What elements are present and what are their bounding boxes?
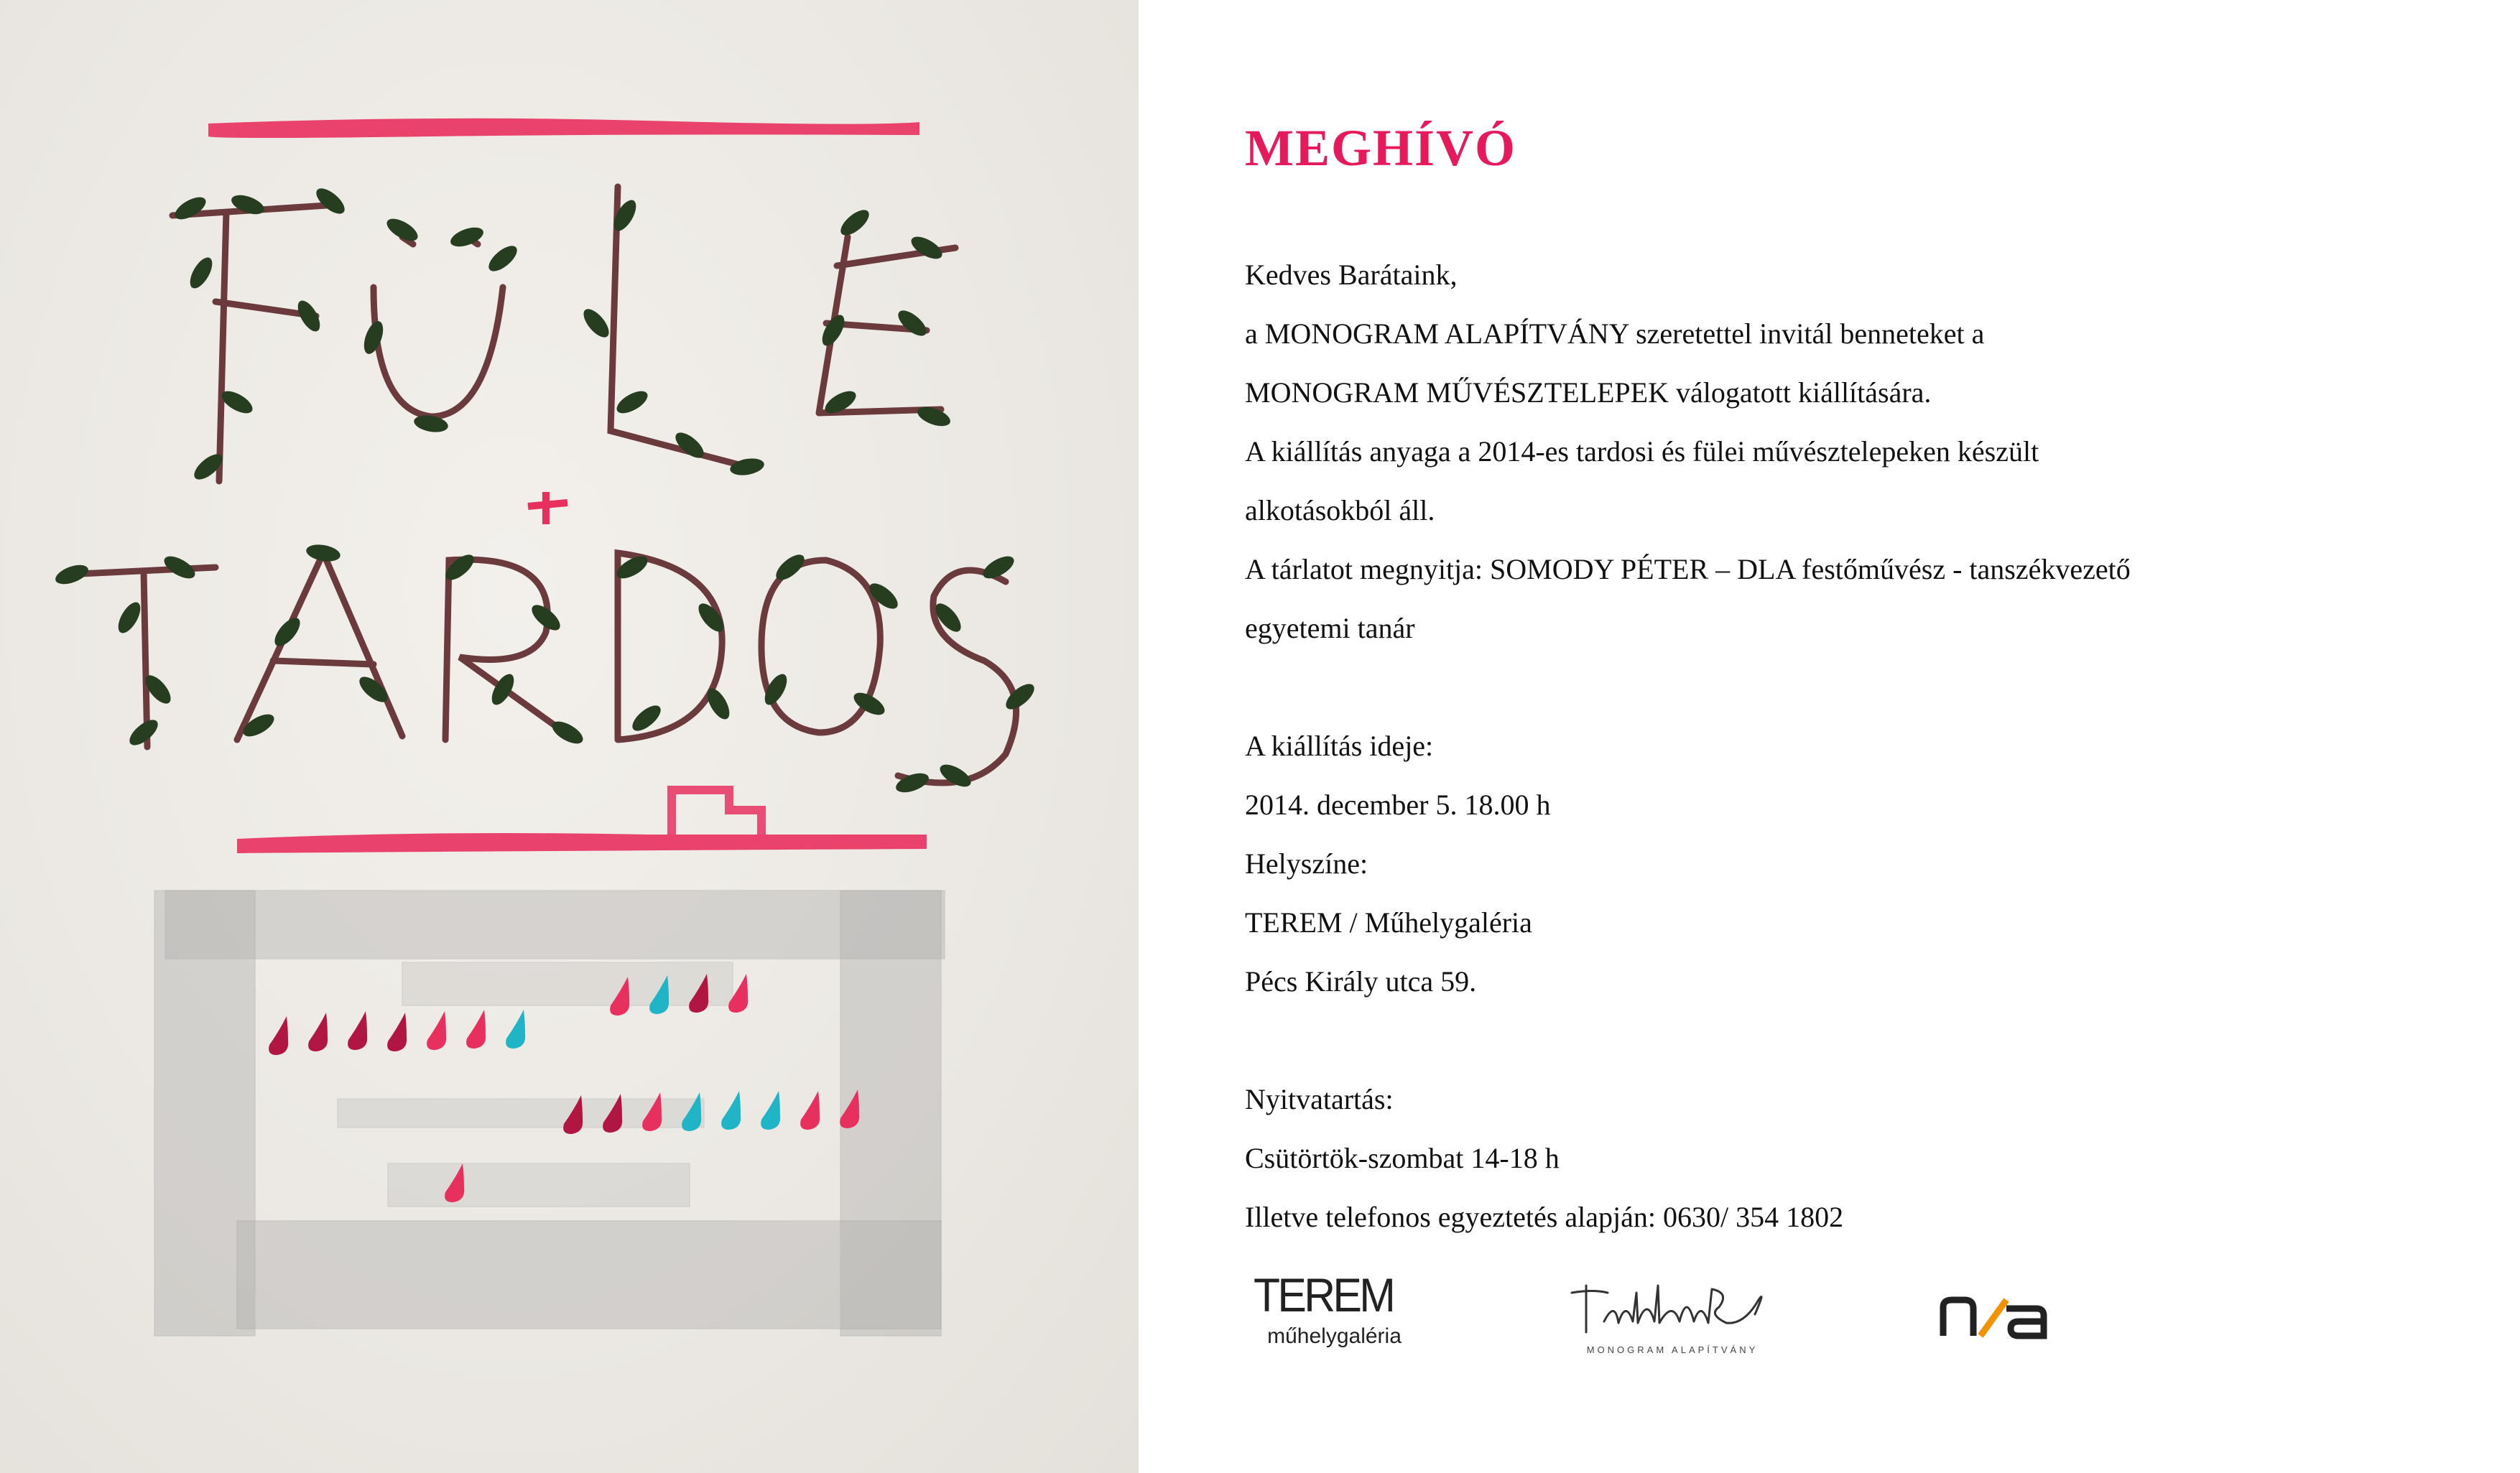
details-line: Pécs Király utca 59.	[1245, 965, 1477, 998]
sponsor-logos	[1245, 1268, 2251, 1365]
terem-logo-title: TEREM	[1254, 1268, 1394, 1321]
leaf	[114, 599, 144, 637]
pink-plus-sign	[528, 492, 568, 524]
details-line: TEREM / Műhelygaléria	[1245, 906, 1532, 939]
hours-line: Csütörtök-szombat 14-18 h	[1245, 1142, 1560, 1174]
paint-drop	[308, 1013, 328, 1051]
opening-hours	[1245, 1070, 2466, 1247]
paint-drop	[761, 1091, 780, 1130]
leaf	[487, 671, 518, 709]
paint-drop	[721, 1091, 741, 1130]
terem-logo	[1254, 1268, 1405, 1349]
body-line: egyetemi tanár	[1245, 612, 1415, 644]
leaves	[53, 184, 1039, 796]
leaf	[448, 223, 486, 250]
monogram-logo-subtitle: MONOGRAM ALAPÍTVÁNY	[1586, 1344, 1759, 1355]
body-line: Kedves Barátaink,	[1245, 259, 1458, 291]
spacer	[1245, 1011, 2466, 1070]
invitation-body	[1245, 246, 2466, 658]
leaf	[579, 305, 613, 342]
leaf	[172, 192, 210, 223]
leaf	[312, 184, 349, 218]
top-pink-brush-stroke	[208, 119, 919, 138]
bottom-pink-brush-stroke	[235, 833, 927, 853]
hours-line: Illetve telefonos egyeztetés alapján: 0630/ 354 1802	[1245, 1201, 1844, 1233]
terem-logo-subtitle: műhelygaléria	[1267, 1324, 1402, 1348]
nka-logo	[1936, 1291, 2051, 1342]
artwork-illustration	[0, 0, 1139, 1473]
paint-drop	[269, 1016, 288, 1055]
leaf	[305, 542, 341, 564]
body-line: alkotásokból áll.	[1245, 494, 1435, 526]
details-line: A kiállítás ideje:	[1245, 730, 1434, 762]
invitation-text	[1245, 119, 2466, 1247]
spacer	[1245, 658, 2466, 717]
paint-drop	[506, 1010, 525, 1049]
leaf	[53, 561, 91, 587]
body-line: MONOGRAM MŰVÉSZTELEPEK válogatott kiállítására.	[1245, 376, 1932, 409]
monogram-alapitvany-logo	[1565, 1271, 1780, 1365]
paint-drop	[387, 1013, 407, 1051]
leaf	[613, 386, 652, 417]
hours-line: Nyitvatartás:	[1245, 1083, 1394, 1115]
paint-drop	[800, 1091, 820, 1130]
exhibition-details	[1245, 717, 2466, 1011]
details-line: 2014. december 5. 18.00 h	[1245, 789, 1551, 821]
leaf	[894, 306, 931, 340]
pink-bracket-line	[672, 790, 761, 835]
nka-logo-icon	[1936, 1291, 2051, 1342]
leaf	[485, 241, 522, 276]
leaf	[728, 456, 765, 478]
invitation-heading: MEGHÍVÓ	[1245, 119, 1517, 177]
body-line: a MONOGRAM ALAPÍTVÁNY szeretettel invitál benneteket a	[1245, 317, 1985, 350]
paint-drop	[466, 1010, 486, 1049]
body-line: A tárlatot megnyitja: SOMODY PÉTER – DLA festőművész - tanszékvezető	[1245, 553, 2131, 585]
leaf	[185, 254, 216, 292]
details-line: Helyszíne:	[1245, 847, 1368, 880]
exhibition-artwork	[0, 0, 1139, 1473]
paint-drop	[348, 1011, 367, 1050]
body-line: A kiállítás anyaga a 2014-es tardosi és fülei művésztelepeken készült	[1245, 435, 2039, 468]
paint-drop	[427, 1011, 446, 1050]
monogram-signature-icon	[1565, 1271, 1780, 1343]
leaf	[270, 614, 305, 651]
graphite-scribble-frame	[154, 891, 945, 1336]
leaf	[837, 205, 874, 240]
leaf	[360, 319, 386, 357]
